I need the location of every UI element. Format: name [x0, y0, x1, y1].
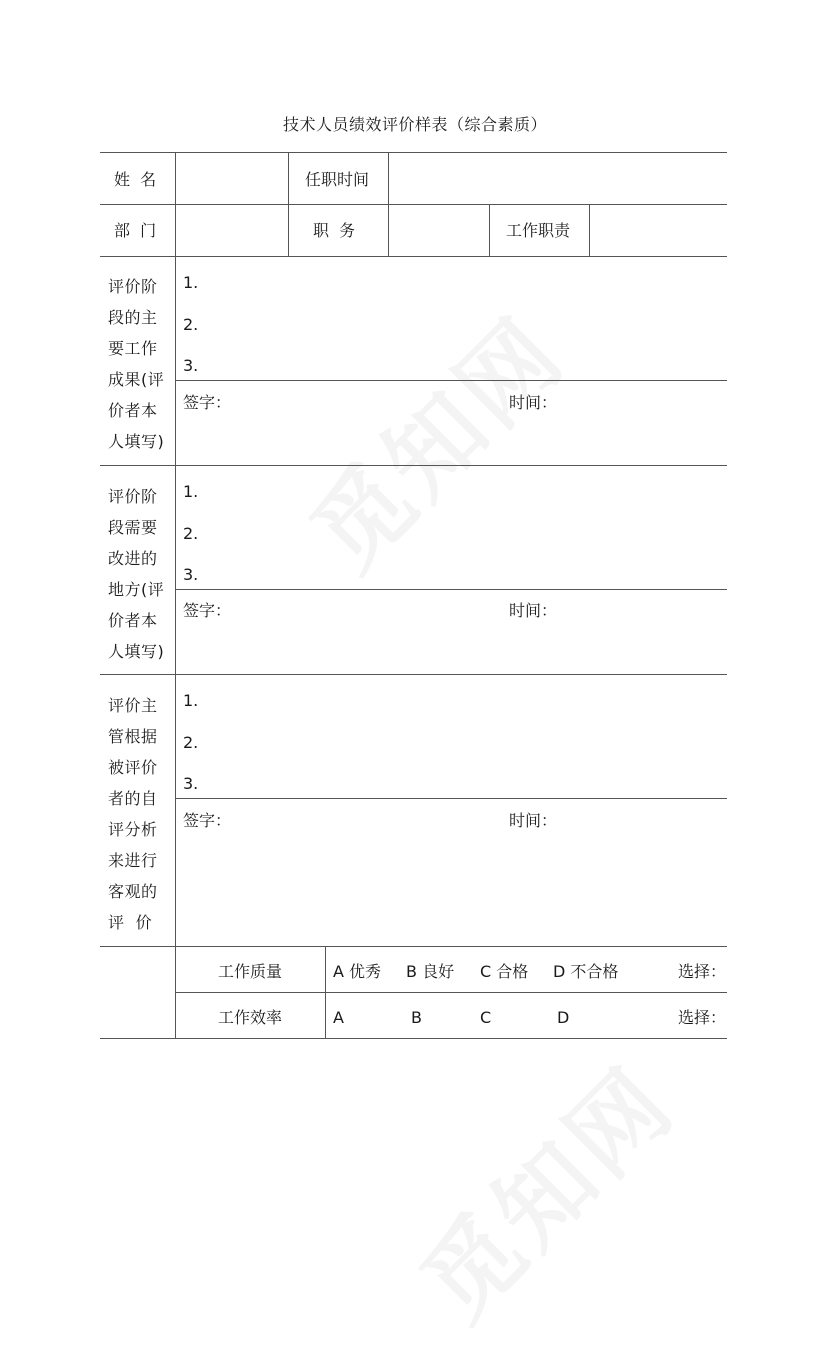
rating-option[interactable]: C 合格: [480, 962, 529, 981]
rating-option[interactable]: B 良好: [406, 962, 455, 981]
header-column-divider: [388, 152, 389, 256]
section-label: 评价主 管根据 被评价 者的自 评分析 来进行 客观的 评 价: [108, 696, 158, 932]
rating-option[interactable]: D 不合格: [553, 962, 619, 981]
select-label: 选择：: [678, 1008, 727, 1027]
position-label: 职 务: [313, 221, 356, 240]
select-label: 选择：: [678, 962, 727, 981]
name-value-cell[interactable]: [180, 158, 284, 200]
item-number: 2.: [183, 733, 199, 752]
rating-option[interactable]: A 优秀: [333, 962, 382, 981]
name-label: 姓 名: [114, 170, 157, 189]
item-number: 1.: [183, 482, 199, 501]
time-label: 时间：: [509, 811, 558, 830]
table-row-divider: [100, 946, 727, 947]
tenure-value-cell[interactable]: [392, 158, 722, 200]
item-number: 1.: [183, 273, 199, 292]
item-number: 2.: [183, 315, 199, 334]
table-row-divider: [100, 256, 727, 257]
sign-label: 签字：: [183, 601, 232, 620]
dept-label: 部 门: [114, 221, 157, 240]
time-label: 时间：: [509, 601, 558, 620]
rating-option[interactable]: A: [333, 1008, 344, 1027]
section-label: 评价阶 段需要 改进的 地方(评 价者本 人填写): [108, 487, 165, 661]
item-number: 3.: [183, 356, 199, 375]
item-number: 3.: [183, 774, 199, 793]
dept-value-cell[interactable]: [180, 210, 284, 252]
page-title: 技术人员绩效评价样表（综合素质）: [282, 115, 547, 134]
duty-value-cell[interactable]: [593, 210, 723, 252]
tenure-label: 任职时间: [305, 170, 370, 189]
label-column-divider: [175, 152, 176, 1038]
header-column-divider: [589, 204, 590, 256]
rating-option[interactable]: D: [557, 1008, 570, 1027]
table-border-bottom: [100, 1038, 727, 1039]
item-number: 3.: [183, 565, 199, 584]
rating-divider: [176, 992, 727, 993]
position-value-cell[interactable]: [392, 210, 485, 252]
table-border-top: [100, 152, 727, 153]
item-number: 2.: [183, 524, 199, 543]
sign-divider: [176, 798, 727, 799]
table-row-divider: [100, 465, 727, 466]
sign-divider: [176, 589, 727, 590]
watermark: [386, 1032, 699, 1345]
sign-label: 签字：: [183, 811, 232, 830]
item-number: 1.: [183, 691, 199, 710]
rating-option[interactable]: B: [411, 1008, 422, 1027]
section-label: 评价阶 段的主 要工作 成果(评 价者本 人填写): [108, 277, 165, 451]
header-column-divider: [288, 152, 289, 256]
rating-label-efficiency: 工作效率: [218, 1008, 283, 1027]
rating-option[interactable]: C: [480, 1008, 492, 1027]
rating-label-quality: 工作质量: [218, 962, 283, 981]
table-row-divider: [100, 204, 727, 205]
watermark: [276, 282, 589, 595]
sign-divider: [176, 380, 727, 381]
time-label: 时间：: [509, 393, 558, 412]
table-row-divider: [100, 674, 727, 675]
header-column-divider: [489, 204, 490, 256]
duty-label: 工作职责: [506, 221, 571, 240]
sign-label: 签字：: [183, 393, 232, 412]
rating-column-divider: [325, 946, 326, 1038]
